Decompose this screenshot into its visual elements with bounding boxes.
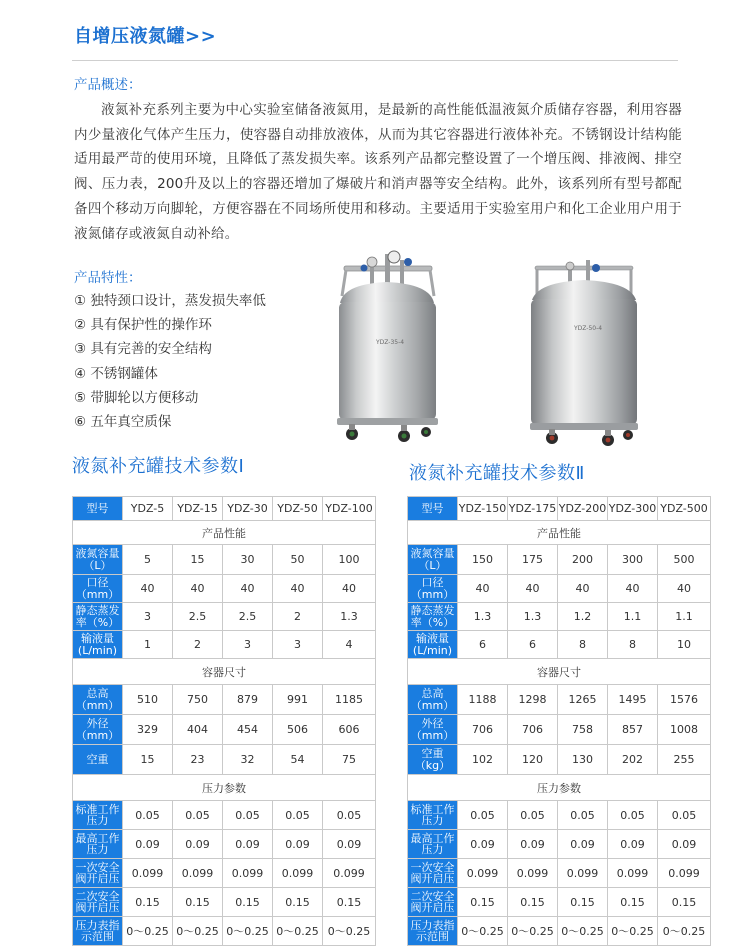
cell: 0～0.25 [223, 917, 273, 946]
row-label: 外径（mm） [73, 715, 123, 745]
model-header: 型号 [73, 497, 123, 521]
cell: 102 [458, 745, 508, 775]
cell: 100 [323, 545, 376, 575]
cell: 40 [323, 575, 376, 603]
cell: 40 [508, 575, 558, 603]
cell: 0.099 [273, 859, 323, 888]
cell: 0～0.25 [323, 917, 376, 946]
cell: 606 [323, 715, 376, 745]
model-column: YDZ-100 [323, 497, 376, 521]
cell: 0.15 [658, 888, 711, 917]
cell: 1495 [608, 685, 658, 715]
cell: 0.099 [558, 859, 608, 888]
row-label: 空重（kg） [408, 745, 458, 775]
table-row [408, 603, 711, 631]
cell: 3 [273, 631, 323, 659]
cell: 0～0.25 [658, 917, 711, 946]
cell: 120 [508, 745, 558, 775]
feature-item: ④ 不锈钢罐体 [74, 365, 158, 382]
cell: 15 [173, 545, 223, 575]
title-divider [72, 60, 678, 61]
overview-paragraph: 液氮补充系列主要为中心实验室储备液氮用，是最新的高性能低温液氮介质储存容器，利用容器内少量液化气体产生压力，使容器自动排放液体，从而为其它容器进行液体补充。不锈钢设计结构能适用最严苛的使用环境，且降低了蒸发损失率。该系列产品都完整设置了一个增压阀、排液阀、排空阀、压力表，200升及以上的容器还增加了爆破片和消声器等安全结构。此外，该系列所有型号都配备四个移动万向脚轮，方便容器在不同场所使用和移动。主要适用于实验室用户和化工企业用户用于液氮储存或液氮自动补给。 [74, 102, 682, 242]
cell: 404 [173, 715, 223, 745]
tank-photo-large [528, 260, 640, 450]
cell: 202 [608, 745, 658, 775]
cell: 150 [458, 545, 508, 575]
cell: 40 [658, 575, 711, 603]
overview-heading: 产品概述： [74, 77, 142, 93]
table-row [73, 685, 376, 715]
cell: 32 [223, 745, 273, 775]
cell: 8 [558, 631, 608, 659]
cell: 1.1 [658, 603, 711, 631]
row-label: 外径（mm） [408, 715, 458, 745]
cell: 706 [508, 715, 558, 745]
cell: 0.09 [273, 830, 323, 859]
cell: 1265 [558, 685, 608, 715]
row-label: 最高工作压力 [408, 830, 458, 859]
cell: 300 [608, 545, 658, 575]
cell: 750 [173, 685, 223, 715]
cell: 1 [123, 631, 173, 659]
cell: 0.099 [508, 859, 558, 888]
cell: 0.15 [323, 888, 376, 917]
table-row [408, 801, 711, 830]
table-row [73, 888, 376, 917]
table-row [73, 859, 376, 888]
row-label: 口径（mm） [73, 575, 123, 603]
cell: 40 [223, 575, 273, 603]
cell: 15 [123, 745, 173, 775]
cell: 1.3 [508, 603, 558, 631]
cell: 2 [273, 603, 323, 631]
feature-item: ⑤ 带脚轮以方便移动 [74, 389, 199, 406]
cell: 0.099 [458, 859, 508, 888]
row-label: 液氮容量（L） [408, 545, 458, 575]
cell: 200 [558, 545, 608, 575]
cell: 1.3 [323, 603, 376, 631]
model-column: YDZ-15 [173, 497, 223, 521]
table-row [73, 830, 376, 859]
table-row [73, 603, 376, 631]
cell: 0.09 [608, 830, 658, 859]
model-column: YDZ-500 [658, 497, 711, 521]
cell: 3 [123, 603, 173, 631]
cell: 0.05 [508, 801, 558, 830]
cell: 0.099 [173, 859, 223, 888]
cell: 255 [658, 745, 711, 775]
features-list [74, 289, 266, 434]
cell: 40 [173, 575, 223, 603]
cell: 879 [223, 685, 273, 715]
cell: 0.099 [123, 859, 173, 888]
cell: 1298 [508, 685, 558, 715]
cell: 0.15 [608, 888, 658, 917]
cell: 0.15 [508, 888, 558, 917]
cell: 0.099 [223, 859, 273, 888]
cell: 40 [558, 575, 608, 603]
cell: 1185 [323, 685, 376, 715]
row-label: 二次安全阀开启压 [408, 888, 458, 917]
table-row [408, 830, 711, 859]
cell: 510 [123, 685, 173, 715]
cell: 23 [173, 745, 223, 775]
cell: 0.09 [458, 830, 508, 859]
cell: 1188 [458, 685, 508, 715]
section-header: 产品性能 [73, 521, 376, 545]
cell: 6 [508, 631, 558, 659]
cell: 3 [223, 631, 273, 659]
row-label: 输液量(L/min) [73, 631, 123, 659]
cell: 0.09 [323, 830, 376, 859]
cell: 0.05 [608, 801, 658, 830]
section-header: 容器尺寸 [408, 659, 711, 685]
row-label: 总高（mm） [73, 685, 123, 715]
row-label: 输液量(L/min) [408, 631, 458, 659]
cell: 2.5 [223, 603, 273, 631]
row-label: 标准工作压力 [408, 801, 458, 830]
section-header: 产品性能 [408, 521, 711, 545]
cell: 0.05 [323, 801, 376, 830]
tank-model-label: YDZ-35-4 [376, 339, 405, 346]
table-1-title: 液氮补充罐技术参数Ⅰ [72, 456, 245, 477]
table-row [73, 715, 376, 745]
row-label: 一次安全阀开启压 [408, 859, 458, 888]
tank-model-label: YDZ-50-4 [574, 325, 603, 332]
cell: 0.099 [608, 859, 658, 888]
cell: 175 [508, 545, 558, 575]
tank-photo-small [330, 248, 445, 448]
cell: 1576 [658, 685, 711, 715]
model-column: YDZ-150 [458, 497, 508, 521]
cell: 0.09 [508, 830, 558, 859]
cell: 0.09 [558, 830, 608, 859]
cell: 0～0.25 [273, 917, 323, 946]
cell: 130 [558, 745, 608, 775]
cell: 1.3 [458, 603, 508, 631]
cell: 857 [608, 715, 658, 745]
cell: 706 [458, 715, 508, 745]
features-heading: 产品特性： [74, 270, 142, 286]
cell: 5 [123, 545, 173, 575]
cell: 0.15 [458, 888, 508, 917]
row-label: 标准工作压力 [73, 801, 123, 830]
table-header-row [73, 497, 376, 521]
section-header: 压力参数 [408, 775, 711, 801]
cell: 0.05 [223, 801, 273, 830]
cell: 506 [273, 715, 323, 745]
cell: 0.09 [173, 830, 223, 859]
cell: 0.09 [223, 830, 273, 859]
model-column: YDZ-30 [223, 497, 273, 521]
cell: 10 [658, 631, 711, 659]
table-row [73, 745, 376, 775]
table-row [408, 575, 711, 603]
cell: 40 [123, 575, 173, 603]
cell: 0.099 [323, 859, 376, 888]
table-row [73, 917, 376, 946]
cell: 40 [458, 575, 508, 603]
cell: 0.15 [173, 888, 223, 917]
cell: 0～0.25 [173, 917, 223, 946]
cell: 50 [273, 545, 323, 575]
feature-item: ① 独特颈口设计，蒸发损失率低 [74, 293, 266, 309]
row-label: 静态蒸发率（%） [408, 603, 458, 631]
cell: 1008 [658, 715, 711, 745]
table-row [408, 545, 711, 575]
cell: 500 [658, 545, 711, 575]
cell: 54 [273, 745, 323, 775]
cell: 75 [323, 745, 376, 775]
cell: 0～0.25 [508, 917, 558, 946]
cell: 0～0.25 [558, 917, 608, 946]
cell: 0.05 [173, 801, 223, 830]
cell: 0.05 [558, 801, 608, 830]
table-row [408, 859, 711, 888]
feature-item: ③ 具有完善的安全结构 [74, 341, 212, 358]
section-header: 容器尺寸 [73, 659, 376, 685]
row-label: 空重 [73, 745, 123, 775]
cell: 0.09 [123, 830, 173, 859]
model-column: YDZ-300 [608, 497, 658, 521]
cell: 0.05 [273, 801, 323, 830]
table-row [73, 575, 376, 603]
model-column: YDZ-5 [123, 497, 173, 521]
cell: 0.15 [558, 888, 608, 917]
table-row [408, 745, 711, 775]
table-2-title: 液氮补充罐技术参数Ⅱ [409, 463, 585, 484]
cell: 454 [223, 715, 273, 745]
cell: 40 [273, 575, 323, 603]
row-label: 压力表指示范围 [73, 917, 123, 946]
table-row [408, 685, 711, 715]
spec-table-1 [72, 496, 376, 946]
cell: 2.5 [173, 603, 223, 631]
cell: 30 [223, 545, 273, 575]
cell: 0.05 [123, 801, 173, 830]
cell: 4 [323, 631, 376, 659]
table-row [73, 545, 376, 575]
row-label: 总高（mm） [408, 685, 458, 715]
cell: 0～0.25 [608, 917, 658, 946]
row-label: 压力表指示范围 [408, 917, 458, 946]
cell: 758 [558, 715, 608, 745]
row-label: 最高工作压力 [73, 830, 123, 859]
model-column: YDZ-200 [558, 497, 608, 521]
model-header: 型号 [408, 497, 458, 521]
table-row [73, 631, 376, 659]
cell: 2 [173, 631, 223, 659]
cell: 329 [123, 715, 173, 745]
row-label: 一次安全阀开启压 [73, 859, 123, 888]
cell: 0.099 [658, 859, 711, 888]
cell: 0.09 [658, 830, 711, 859]
cell: 1.1 [608, 603, 658, 631]
cell: 991 [273, 685, 323, 715]
row-label: 口径（mm） [408, 575, 458, 603]
cell: 0.05 [658, 801, 711, 830]
table-row [408, 888, 711, 917]
cell: 40 [608, 575, 658, 603]
table-row [408, 631, 711, 659]
cell: 0.15 [273, 888, 323, 917]
page-title: 自增压液氮罐>> [74, 26, 217, 47]
table-row [408, 917, 711, 946]
cell: 0～0.25 [458, 917, 508, 946]
feature-item: ② 具有保护性的操作环 [74, 317, 212, 334]
cell: 0.15 [123, 888, 173, 917]
row-label: 液氮容量（L） [73, 545, 123, 575]
section-header: 压力参数 [73, 775, 376, 801]
cell: 0.15 [223, 888, 273, 917]
model-column: YDZ-50 [273, 497, 323, 521]
row-label: 静态蒸发率（%） [73, 603, 123, 631]
row-label: 二次安全阀开启压 [73, 888, 123, 917]
table-header-row [408, 497, 711, 521]
cell: 8 [608, 631, 658, 659]
table-row [408, 715, 711, 745]
cell: 1.2 [558, 603, 608, 631]
feature-item: ⑥ 五年真空质保 [74, 413, 172, 430]
spec-table-2 [407, 496, 711, 946]
cell: 0.05 [458, 801, 508, 830]
cell: 6 [458, 631, 508, 659]
table-row [73, 801, 376, 830]
cell: 0～0.25 [123, 917, 173, 946]
model-column: YDZ-175 [508, 497, 558, 521]
